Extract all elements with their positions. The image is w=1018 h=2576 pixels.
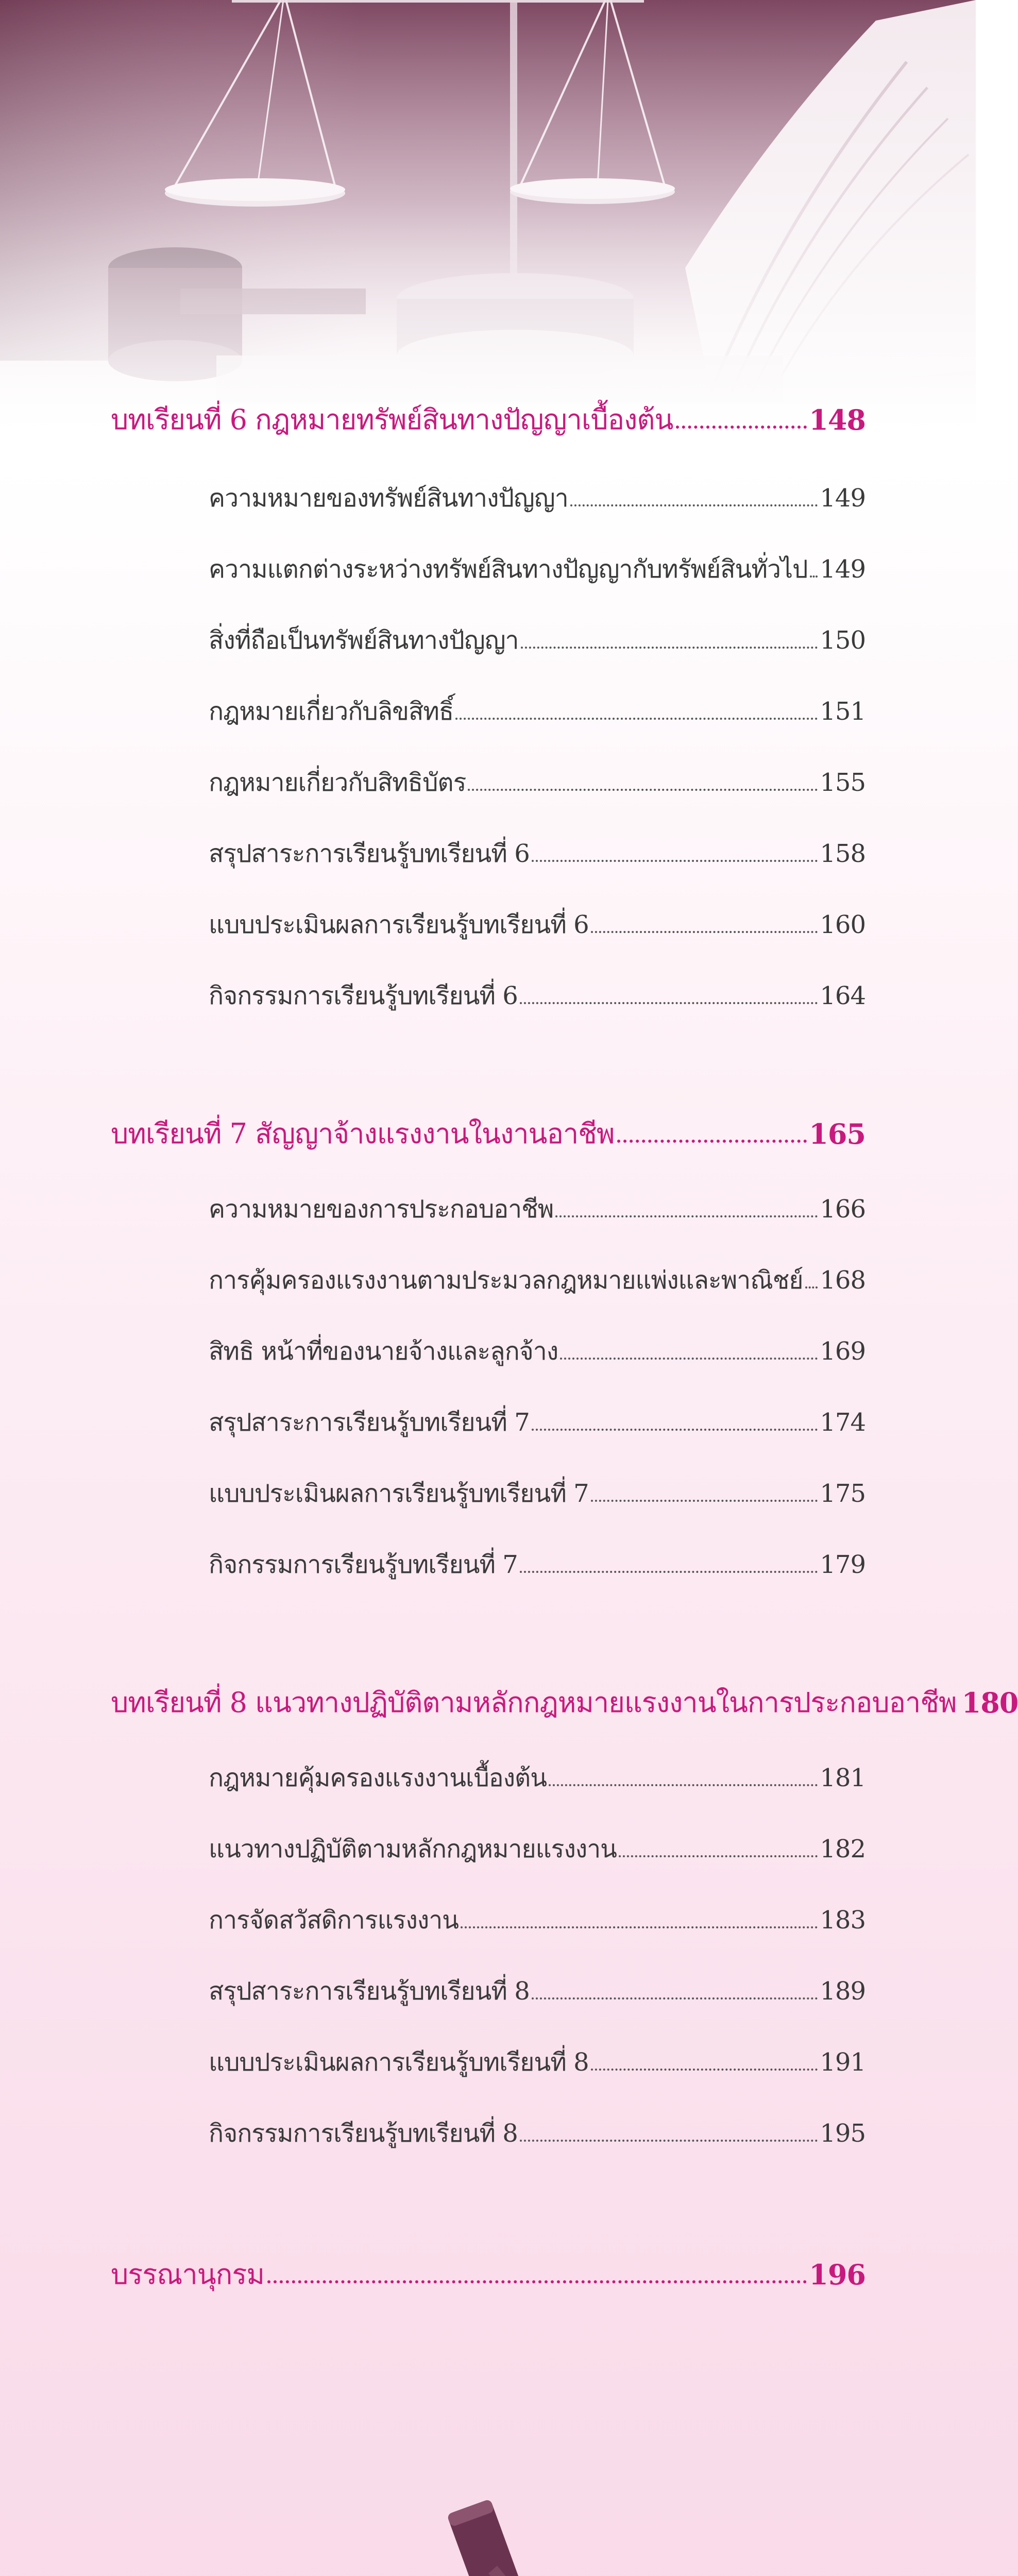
dot-leader bbox=[521, 647, 818, 649]
toc-item[interactable] bbox=[209, 623, 866, 655]
dot-leader bbox=[520, 1571, 818, 1573]
dot-leader bbox=[617, 1140, 807, 1143]
page-number: 183 bbox=[820, 1906, 866, 1935]
page-number: 149 bbox=[820, 555, 866, 584]
page-number: 166 bbox=[820, 1195, 866, 1224]
page-number: 175 bbox=[820, 1479, 866, 1508]
toc-item[interactable] bbox=[209, 1334, 866, 1366]
item-label: ความหมายของการประกอบอาชีพ bbox=[209, 1195, 554, 1224]
toc-item[interactable] bbox=[209, 837, 866, 869]
dot-leader bbox=[591, 2069, 818, 2071]
toc-item[interactable] bbox=[209, 1405, 866, 1437]
dot-leader bbox=[591, 931, 818, 933]
item-label: แบบประเมินผลการเรียนรู้บทเรียนที่ 6 bbox=[209, 910, 589, 939]
dot-leader bbox=[267, 2280, 807, 2283]
toc-item[interactable] bbox=[209, 766, 866, 798]
dot-leader bbox=[468, 789, 818, 791]
toc-item[interactable] bbox=[209, 2116, 866, 2148]
item-label: กฎหมายเกี่ยวกับสิทธิบัตร bbox=[209, 768, 466, 797]
page-number: 160 bbox=[820, 910, 866, 939]
toc-item[interactable] bbox=[209, 1832, 866, 1864]
toc-item[interactable] bbox=[209, 1192, 866, 1224]
item-label: กฎหมายเกี่ยวกับลิขสิทธิ์ bbox=[209, 697, 454, 726]
page-number: 189 bbox=[820, 1977, 866, 2006]
page-number: 164 bbox=[820, 981, 866, 1010]
toc-item[interactable] bbox=[209, 908, 866, 940]
dot-leader bbox=[461, 1926, 818, 1928]
toc-item[interactable] bbox=[209, 1974, 866, 2006]
dot-leader bbox=[805, 1286, 818, 1289]
page-number: 196 bbox=[809, 2258, 866, 2291]
item-label: ความหมายของทรัพย์สินทางปัญญา bbox=[209, 484, 568, 513]
toc-chapter-8[interactable] bbox=[111, 1685, 1018, 1719]
toc-item[interactable] bbox=[209, 1761, 866, 1793]
dot-leader bbox=[520, 1002, 818, 1004]
page-number: 191 bbox=[820, 2048, 866, 2077]
dot-leader bbox=[455, 718, 818, 720]
dot-leader bbox=[532, 860, 818, 862]
page-number: 181 bbox=[820, 1764, 866, 1792]
chapter-title: บทเรียนที่ 7 สัญญาจ้างแรงงานในงานอาชีพ bbox=[111, 1117, 615, 1150]
item-label: การคุ้มครองแรงงานตามประมวลกฎหมายแพ่งและพาณิชย์ bbox=[209, 1266, 803, 1295]
dot-leader bbox=[676, 426, 807, 429]
item-label: สิ่งที่ถือเป็นทรัพย์สินทางปัญญา bbox=[209, 626, 519, 655]
item-label: ความแตกต่างระหว่างทรัพย์สินทางปัญญากับทรัพย์สินทั่วไป bbox=[209, 555, 808, 584]
dot-leader bbox=[532, 1429, 818, 1431]
page-number: 151 bbox=[820, 697, 866, 726]
item-label: สรุปสาระการเรียนรู้บทเรียนที่ 6 bbox=[209, 839, 530, 868]
page-number: 179 bbox=[820, 1550, 866, 1579]
page-number: 150 bbox=[820, 626, 866, 655]
chapter-title: บรรณานุกรม bbox=[111, 2258, 264, 2291]
item-label: กฎหมายคุ้มครองแรงงานเบื้องต้น bbox=[209, 1764, 547, 1792]
page-number: 168 bbox=[820, 1266, 866, 1295]
dot-leader bbox=[555, 1215, 818, 1217]
page-number: 195 bbox=[820, 2119, 866, 2148]
item-label: แนวทางปฏิบัติตามหลักกฎหมายแรงงาน bbox=[209, 1835, 617, 1863]
toc-item[interactable] bbox=[209, 1548, 866, 1580]
item-label: การจัดสวัสดิการแรงงาน bbox=[209, 1906, 459, 1935]
toc-item[interactable] bbox=[209, 1903, 866, 1935]
page-number: 180 bbox=[961, 1686, 1018, 1719]
dot-leader bbox=[619, 1855, 818, 1857]
toc-chapter-7[interactable] bbox=[111, 1116, 866, 1150]
page-number: 165 bbox=[809, 1117, 866, 1150]
item-label: แบบประเมินผลการเรียนรู้บทเรียนที่ 7 bbox=[209, 1479, 589, 1508]
item-label: สิทธิ หน้าที่ของนายจ้างและลูกจ้าง bbox=[209, 1337, 558, 1366]
page-number: 174 bbox=[820, 1408, 866, 1437]
page-number: 169 bbox=[820, 1337, 866, 1366]
item-label: แบบประเมินผลการเรียนรู้บทเรียนที่ 8 bbox=[209, 2048, 589, 2077]
toc-bibliography[interactable] bbox=[111, 2257, 866, 2291]
toc-item[interactable] bbox=[209, 979, 866, 1011]
dot-leader bbox=[549, 1784, 818, 1786]
dot-leader bbox=[810, 575, 818, 578]
dot-leader bbox=[532, 1997, 818, 1999]
toc-item[interactable] bbox=[209, 694, 866, 726]
toc-item[interactable] bbox=[209, 552, 866, 584]
page-number: 182 bbox=[820, 1835, 866, 1863]
toc-item[interactable] bbox=[209, 2045, 866, 2077]
page-number: 148 bbox=[809, 403, 866, 436]
chapter-title: บทเรียนที่ 6 กฎหมายทรัพย์สินทางปัญญาเบื้องต้น bbox=[111, 403, 673, 436]
item-label: กิจกรรมการเรียนรู้บทเรียนที่ 7 bbox=[209, 1550, 518, 1579]
toc-item[interactable] bbox=[209, 1263, 866, 1295]
dot-leader bbox=[560, 1358, 818, 1360]
dot-leader bbox=[570, 504, 818, 506]
item-label: กิจกรรมการเรียนรู้บทเรียนที่ 6 bbox=[209, 981, 518, 1010]
toc-item[interactable] bbox=[209, 481, 866, 513]
chapter-title: บทเรียนที่ 8 แนวทางปฏิบัติตามหลักกฎหมายแรงงานในการประกอบอาชีพ bbox=[111, 1686, 957, 1719]
item-label: สรุปสาระการเรียนรู้บทเรียนที่ 8 bbox=[209, 1977, 530, 2006]
toc-item[interactable] bbox=[209, 1477, 866, 1509]
page-number: 155 bbox=[820, 768, 866, 797]
dot-leader bbox=[520, 2140, 818, 2142]
item-label: กิจกรรมการเรียนรู้บทเรียนที่ 8 bbox=[209, 2119, 518, 2148]
toc-chapter-6[interactable] bbox=[111, 402, 866, 436]
dot-leader bbox=[591, 1500, 818, 1502]
page-number: 149 bbox=[820, 484, 866, 513]
page-number: 158 bbox=[820, 839, 866, 868]
gavel-on-book-icon bbox=[407, 2494, 623, 2576]
item-label: สรุปสาระการเรียนรู้บทเรียนที่ 7 bbox=[209, 1408, 530, 1437]
